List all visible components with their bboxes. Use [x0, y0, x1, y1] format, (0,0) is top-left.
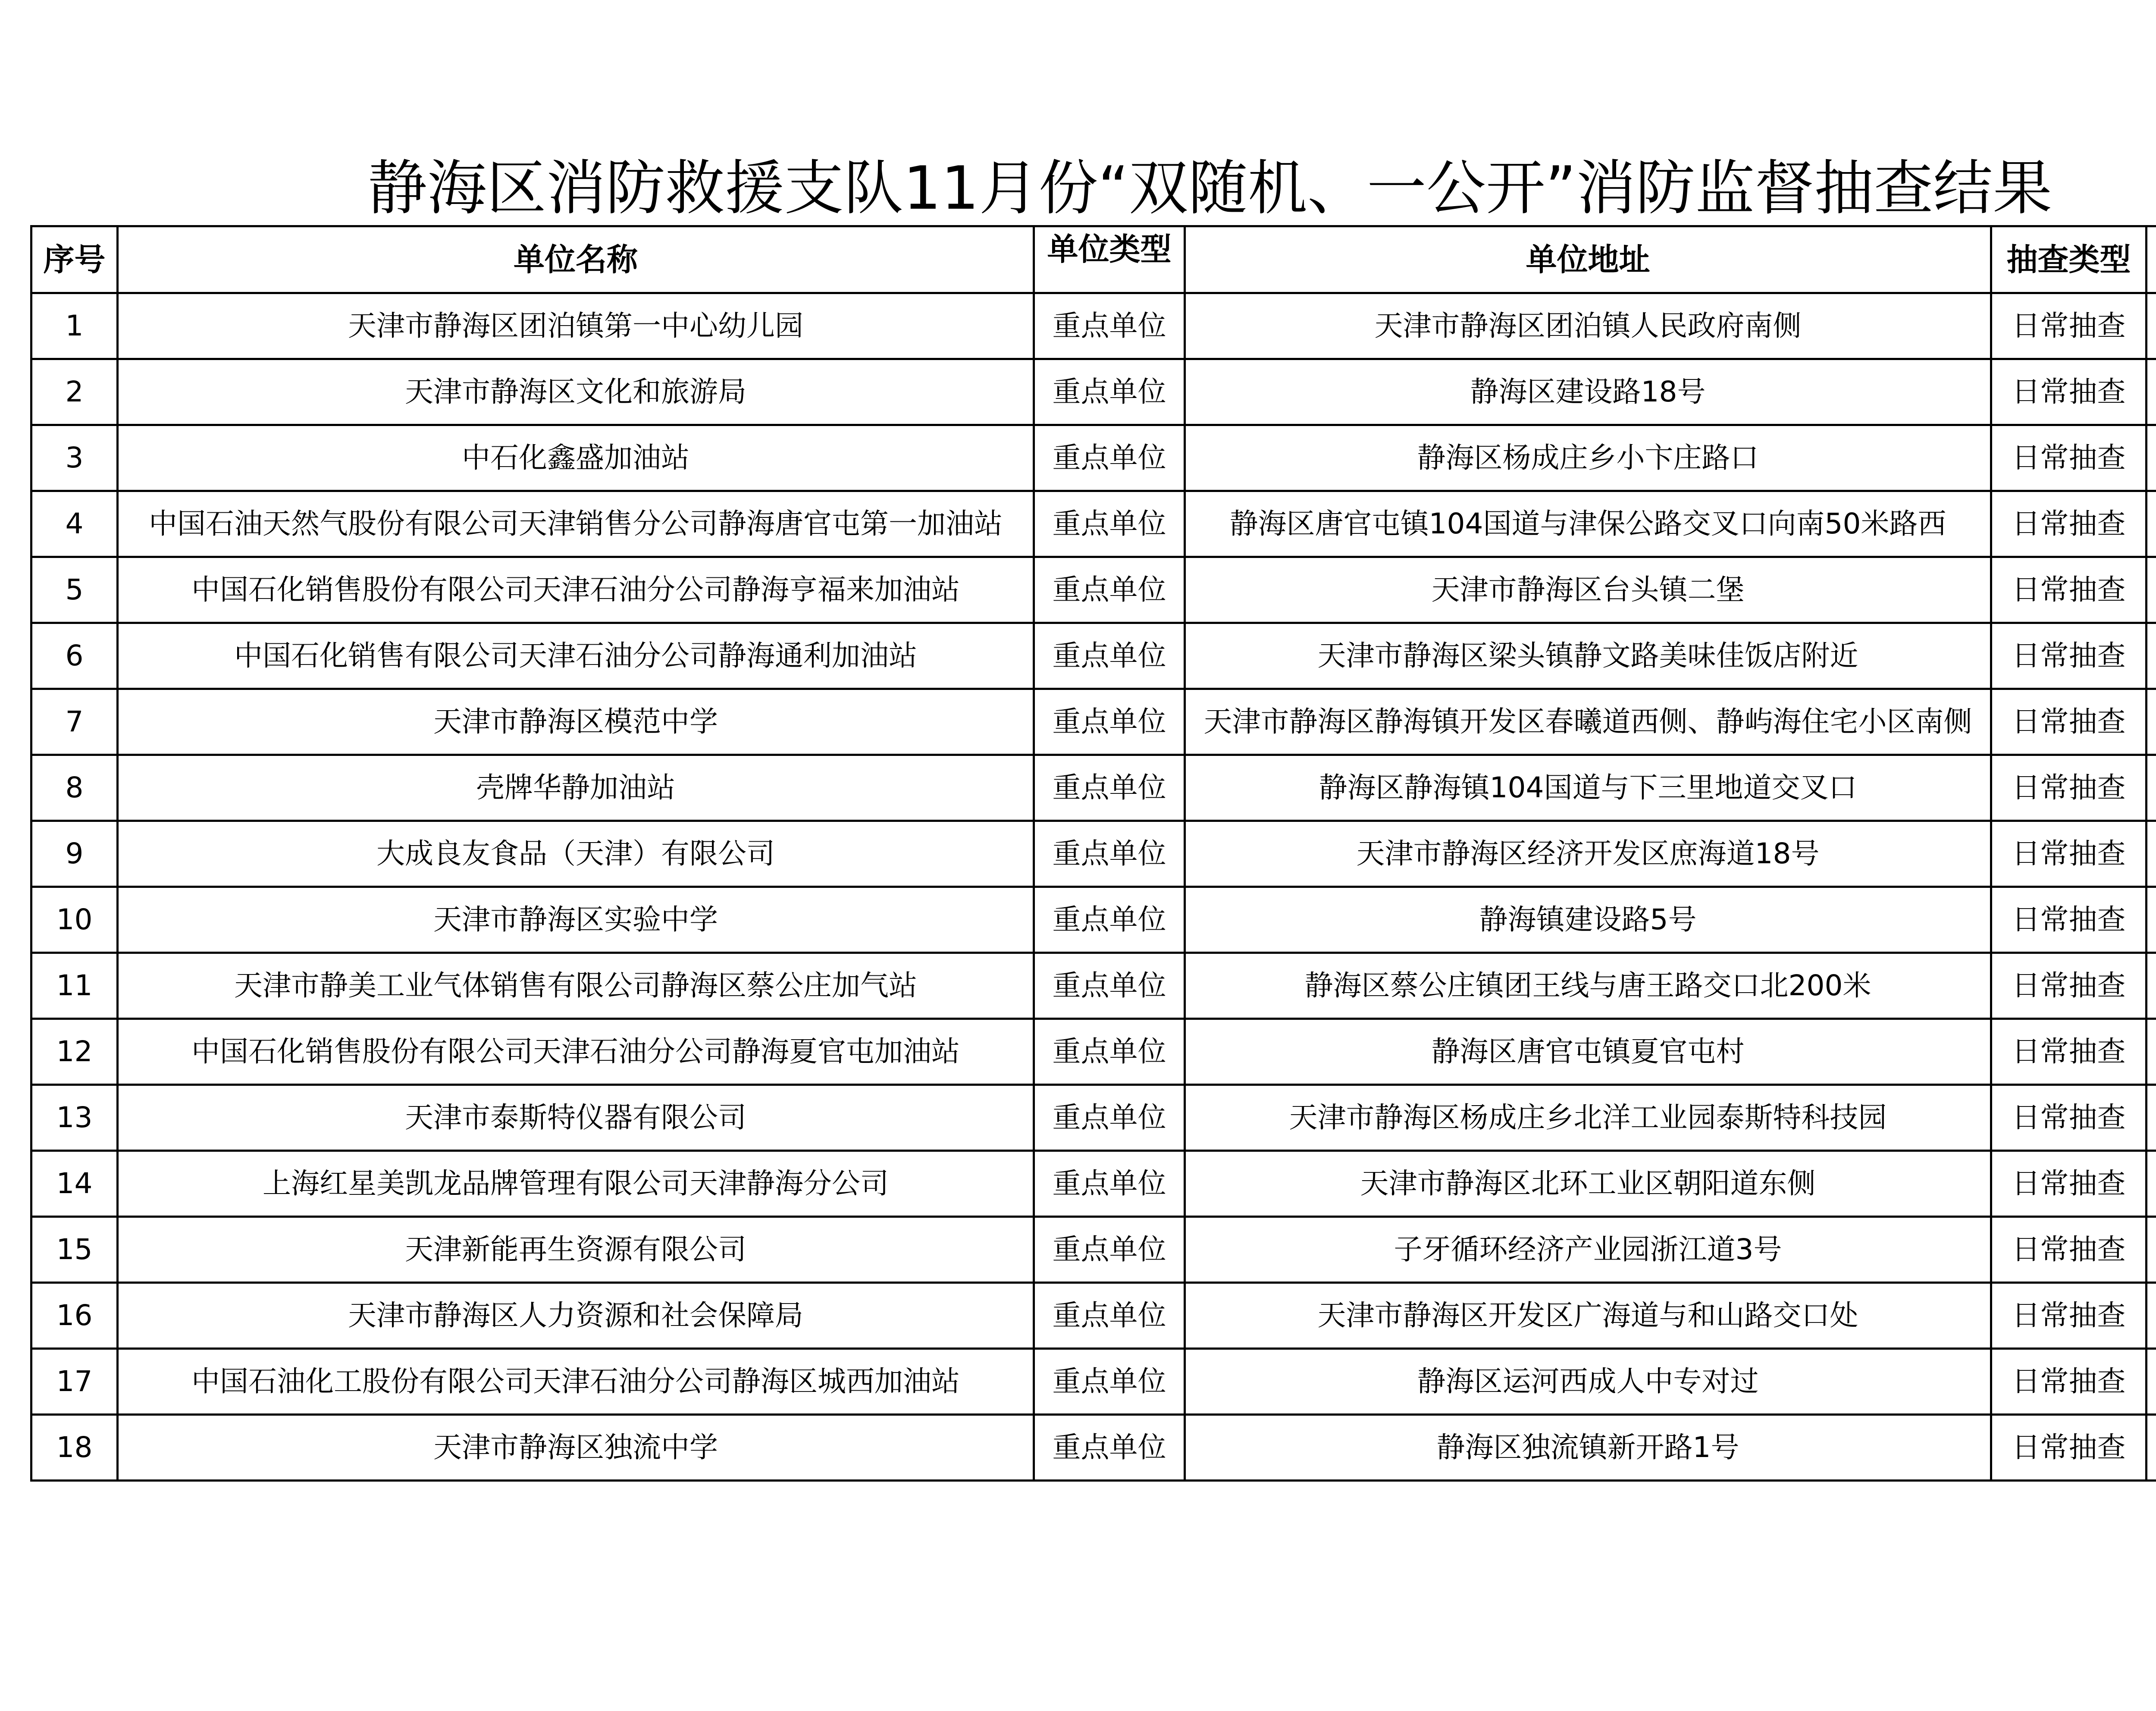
- cell-unit-type: 重点单位: [1034, 887, 1185, 953]
- table-row: [31, 755, 2156, 821]
- cell-unit-type: 重点单位: [1034, 359, 1185, 425]
- cell-unit-name-text: 大成良友食品（天津）有限公司: [376, 837, 775, 870]
- cell-unit-address-text: 天津市静海区经济开发区庶海道18号: [1356, 837, 1820, 870]
- cell-check-type: 日常抽查: [1991, 623, 2147, 689]
- cell-unit-address: [1185, 953, 1991, 1019]
- cell-unit-name: [118, 293, 1034, 359]
- cell-unit-address: [1185, 623, 1991, 689]
- cell-result-status: [2147, 293, 2156, 359]
- cell-serial-number: 15: [31, 1217, 118, 1283]
- cell-unit-name-text: 天津市静海区团泊镇第一中心幼儿园: [348, 309, 803, 342]
- header-unit-address: 单位地址: [1185, 226, 1991, 293]
- cell-unit-address-text: 子牙循环经济产业园浙江道3号: [1394, 1233, 1782, 1266]
- cell-check-type: 日常抽查: [1991, 821, 2147, 887]
- cell-unit-address: [1185, 755, 1991, 821]
- cell-unit-address: [1185, 1085, 1991, 1151]
- page-title: 静海区消防救援支队11月份“双随机、一公开”消防监督抽查结果: [367, 154, 2053, 223]
- cell-serial-number: 16: [31, 1283, 118, 1349]
- cell-unit-address: [1185, 425, 1991, 491]
- cell-unit-type: 重点单位: [1034, 1019, 1185, 1085]
- cell-serial-number: 10: [31, 887, 118, 953]
- cell-unit-name: [118, 821, 1034, 887]
- cell-check-type: 日常抽查: [1991, 491, 2147, 557]
- cell-check-type: 日常抽查: [1991, 689, 2147, 755]
- cell-unit-address-text: 静海区建设路18号: [1470, 375, 1706, 408]
- cell-serial-number: 13: [31, 1085, 118, 1151]
- table-row: [31, 293, 2156, 359]
- cell-unit-address: [1185, 1217, 1991, 1283]
- cell-unit-name: [118, 1019, 1034, 1085]
- cell-unit-name-text: 中国石化销售有限公司天津石油分公司静海通利加油站: [234, 639, 917, 672]
- cell-result-status: [2147, 1085, 2156, 1151]
- header-result-status: [2147, 226, 2156, 293]
- cell-result-status: [2147, 1217, 2156, 1283]
- cell-unit-address-text: 天津市静海区杨成庄乡北洋工业园泰斯特科技园: [1289, 1101, 1887, 1134]
- table-row: [31, 557, 2156, 623]
- cell-unit-type: 重点单位: [1034, 557, 1185, 623]
- cell-unit-name: [118, 359, 1034, 425]
- table-body: [31, 293, 2156, 1481]
- cell-serial-number: 11: [31, 953, 118, 1019]
- cell-check-type: 日常抽查: [1991, 1217, 2147, 1283]
- cell-unit-name-text: 中国石油化工股份有限公司天津石油分公司静海区城西加油站: [191, 1365, 960, 1398]
- cell-unit-address-text: 天津市静海区团泊镇人民政府南侧: [1374, 309, 1802, 342]
- cell-serial-number: 8: [31, 755, 118, 821]
- cell-unit-address: [1185, 1415, 1991, 1481]
- cell-unit-name: [118, 887, 1034, 953]
- cell-unit-name-text: 中石化鑫盛加油站: [462, 441, 689, 474]
- header-unit-type: [1034, 226, 1185, 293]
- header-serial-number: 序号: [31, 226, 118, 293]
- cell-serial-number: 17: [31, 1349, 118, 1415]
- cell-unit-name: [118, 1151, 1034, 1217]
- cell-unit-address: [1185, 557, 1991, 623]
- cell-unit-name-text: 天津市静海区文化和旅游局: [405, 375, 746, 408]
- cell-unit-name-text: 中国石化销售股份有限公司天津石油分公司静海亨福来加油站: [191, 573, 960, 606]
- cell-unit-type: 重点单位: [1034, 1151, 1185, 1217]
- cell-unit-address-text: 静海区运河西成人中专对过: [1417, 1365, 1759, 1398]
- cell-unit-address: [1185, 491, 1991, 557]
- cell-serial-number: 5: [31, 557, 118, 623]
- cell-result-status: [2147, 755, 2156, 821]
- cell-check-type: 日常抽查: [1991, 953, 2147, 1019]
- cell-check-type: 日常抽查: [1991, 1151, 2147, 1217]
- cell-result-status: [2147, 1415, 2156, 1481]
- cell-unit-address-text: 静海区独流镇新开路1号: [1436, 1431, 1739, 1464]
- cell-unit-name: [118, 557, 1034, 623]
- cell-serial-number: 4: [31, 491, 118, 557]
- cell-unit-address-text: 天津市静海区台头镇二堡: [1431, 573, 1745, 606]
- table-row: [31, 689, 2156, 755]
- cell-unit-address-text: 静海区杨成庄乡小卞庄路口: [1417, 441, 1759, 474]
- cell-unit-name: [118, 425, 1034, 491]
- cell-unit-type: 重点单位: [1034, 1349, 1185, 1415]
- table-row: [31, 359, 2156, 425]
- cell-unit-name-text: 天津市静海区实验中学: [433, 903, 718, 936]
- cell-result-status: [2147, 821, 2156, 887]
- cell-unit-type: 重点单位: [1034, 1283, 1185, 1349]
- cell-check-type: 日常抽查: [1991, 1415, 2147, 1481]
- inspection-results-table: [30, 225, 2156, 1482]
- cell-unit-address-text: 天津市静海区静海镇开发区春曦道西侧、静屿海住宅小区南侧: [1203, 705, 1972, 738]
- cell-result-status: [2147, 359, 2156, 425]
- table-row: [31, 821, 2156, 887]
- cell-unit-address-text: 静海区唐官屯镇夏官屯村: [1431, 1035, 1745, 1068]
- table-row: [31, 1349, 2156, 1415]
- table-row: [31, 1085, 2156, 1151]
- cell-serial-number: 9: [31, 821, 118, 887]
- table-row: [31, 1415, 2156, 1481]
- cell-unit-address-text: 天津市静海区开发区广海道与和山路交口处: [1317, 1299, 1858, 1332]
- cell-unit-address: [1185, 1349, 1991, 1415]
- cell-check-type: 日常抽查: [1991, 1019, 2147, 1085]
- cell-unit-type: 重点单位: [1034, 1415, 1185, 1481]
- cell-unit-name-text: 天津市静海区模范中学: [433, 705, 718, 738]
- cell-result-status: [2147, 491, 2156, 557]
- header-unit-name: 单位名称: [118, 226, 1034, 293]
- cell-unit-name: [118, 1349, 1034, 1415]
- cell-unit-name: [118, 689, 1034, 755]
- cell-unit-address-text: 天津市静海区梁头镇静文路美味佳饭店附近: [1317, 639, 1858, 672]
- cell-unit-name: [118, 491, 1034, 557]
- cell-unit-address-text: 静海镇建设路5号: [1479, 903, 1697, 936]
- cell-unit-name: [118, 623, 1034, 689]
- cell-unit-name: [118, 755, 1034, 821]
- cell-check-type: 日常抽查: [1991, 425, 2147, 491]
- cell-unit-address: [1185, 821, 1991, 887]
- cell-check-type: 日常抽查: [1991, 1283, 2147, 1349]
- cell-check-type: 日常抽查: [1991, 887, 2147, 953]
- cell-result-status: [2147, 953, 2156, 1019]
- cell-unit-address: [1185, 1283, 1991, 1349]
- table-row: [31, 1217, 2156, 1283]
- cell-unit-type: 重点单位: [1034, 491, 1185, 557]
- table-row: [31, 1019, 2156, 1085]
- header-unit-type-label: 单位类型: [1047, 231, 1172, 267]
- cell-unit-type: 重点单位: [1034, 953, 1185, 1019]
- cell-serial-number: 14: [31, 1151, 118, 1217]
- cell-check-type: 日常抽查: [1991, 293, 2147, 359]
- cell-result-status: [2147, 425, 2156, 491]
- cell-unit-name: [118, 1217, 1034, 1283]
- cell-result-status: [2147, 1019, 2156, 1085]
- cell-result-status: [2147, 1151, 2156, 1217]
- cell-unit-name-text: 天津新能再生资源有限公司: [405, 1233, 746, 1266]
- cell-result-status: [2147, 1349, 2156, 1415]
- cell-unit-address-text: 静海区静海镇104国道与下三里地道交叉口: [1319, 771, 1857, 804]
- cell-unit-address-text: 天津市静海区北环工业区朝阳道东侧: [1360, 1167, 1816, 1200]
- cell-unit-address-text: 静海区蔡公庄镇团王线与唐王路交口北200米: [1304, 969, 1871, 1002]
- cell-check-type: 日常抽查: [1991, 557, 2147, 623]
- cell-unit-type: 重点单位: [1034, 293, 1185, 359]
- cell-unit-name-text: 天津市静美工业气体销售有限公司静海区蔡公庄加气站: [234, 969, 917, 1002]
- cell-serial-number: 12: [31, 1019, 118, 1085]
- cell-serial-number: 7: [31, 689, 118, 755]
- cell-unit-name-text: 天津市泰斯特仪器有限公司: [405, 1101, 746, 1134]
- header-check-type: 抽查类型: [1991, 226, 2147, 293]
- cell-check-type: 日常抽查: [1991, 755, 2147, 821]
- cell-check-type: 日常抽查: [1991, 1085, 2147, 1151]
- cell-unit-name-text: 中国石化销售股份有限公司天津石油分公司静海夏官屯加油站: [191, 1035, 960, 1068]
- table-row: [31, 887, 2156, 953]
- cell-unit-type: 重点单位: [1034, 755, 1185, 821]
- cell-unit-name: [118, 1415, 1034, 1481]
- table-header-row: [31, 226, 2156, 293]
- table-row: [31, 1151, 2156, 1217]
- cell-result-status: [2147, 887, 2156, 953]
- cell-serial-number: 3: [31, 425, 118, 491]
- cell-unit-name: [118, 1085, 1034, 1151]
- cell-unit-address: [1185, 293, 1991, 359]
- cell-unit-name-text: 天津市静海区独流中学: [433, 1431, 718, 1464]
- cell-unit-name: [118, 953, 1034, 1019]
- cell-result-status: [2147, 689, 2156, 755]
- cell-unit-address: [1185, 689, 1991, 755]
- cell-unit-name-text: 中国石油天然气股份有限公司天津销售分公司静海唐官屯第一加油站: [149, 507, 1003, 540]
- cell-check-type: 日常抽查: [1991, 359, 2147, 425]
- cell-unit-name-text: 壳牌华静加油站: [476, 771, 675, 804]
- cell-unit-name-text: 上海红星美凯龙品牌管理有限公司天津静海分公司: [263, 1167, 889, 1200]
- cell-check-type: 日常抽查: [1991, 1349, 2147, 1415]
- cell-result-status: [2147, 1283, 2156, 1349]
- cell-unit-address: [1185, 359, 1991, 425]
- cell-unit-name-text: 天津市静海区人力资源和社会保障局: [348, 1299, 803, 1332]
- table-row: [31, 425, 2156, 491]
- table-row: [31, 491, 2156, 557]
- cell-unit-type: 重点单位: [1034, 689, 1185, 755]
- cell-unit-type: 重点单位: [1034, 623, 1185, 689]
- cell-unit-address-text: 静海区唐官屯镇104国道与津保公路交叉口向南50米路西: [1229, 507, 1946, 540]
- cell-unit-address: [1185, 1019, 1991, 1085]
- table-row: [31, 623, 2156, 689]
- cell-serial-number: 18: [31, 1415, 118, 1481]
- cell-unit-name: [118, 1283, 1034, 1349]
- cell-unit-type: 重点单位: [1034, 425, 1185, 491]
- cell-serial-number: 2: [31, 359, 118, 425]
- cell-unit-address: [1185, 887, 1991, 953]
- cell-result-status: [2147, 557, 2156, 623]
- cell-unit-type: 重点单位: [1034, 1217, 1185, 1283]
- cell-serial-number: 6: [31, 623, 118, 689]
- cell-serial-number: 1: [31, 293, 118, 359]
- cell-unit-type: 重点单位: [1034, 1085, 1185, 1151]
- cell-result-status: [2147, 623, 2156, 689]
- cell-unit-address: [1185, 1151, 1991, 1217]
- table-row: [31, 953, 2156, 1019]
- table-row: [31, 1283, 2156, 1349]
- cell-unit-type: 重点单位: [1034, 821, 1185, 887]
